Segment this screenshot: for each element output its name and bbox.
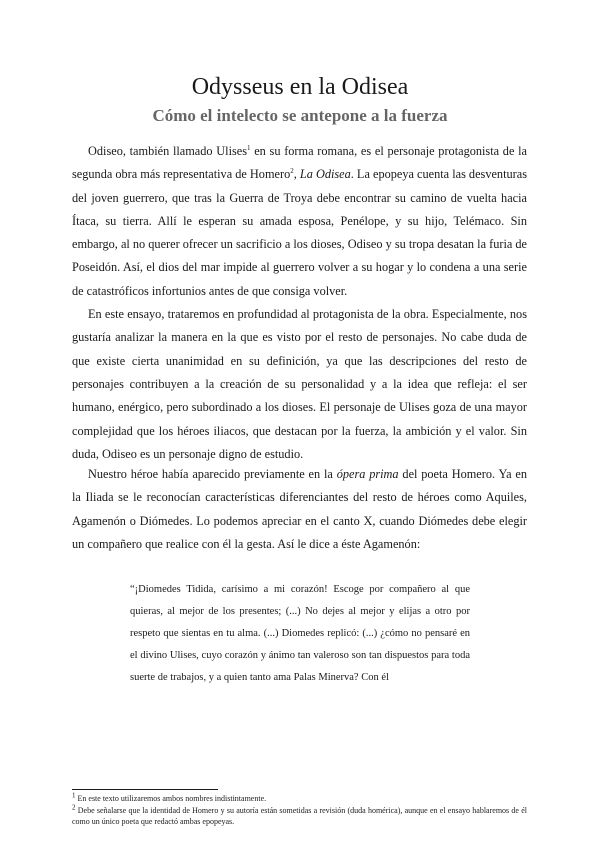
footnote-2-text: Debe señalarse que la identidad de Homero y su autoría están sometidas a revisión (duda homérica), aunque en el ensayo hablaremos de él como un único poeta que redactó ambas epopeyas. [72, 805, 527, 827]
page-title: Odysseus en la Odisea [191, 74, 409, 100]
paragraph-1-text-d: . La epopeya cuenta las desventuras del joven guerrero, que tras la Guerra de Troya debe encontrar su camino de vuelta hacia Ítaca, su tierra. Allí le esperan su amada esposa, Penélope, y su hijo, Telémaco. Sin embargo, al no querer ofrecer un sacrificio a los dioses, Odiseo y su tropa desatan la furia de Poseidón. Así, el dios del mar impide al guerrero volver a su hogar y lo condena a una serie de catastróficos infortunios antes de que consiga volver. [72, 167, 527, 298]
footnote-1 [72, 793, 527, 805]
footnotes [72, 793, 527, 828]
page-subtitle: Cómo el intelecto se antepone a la fuerza [152, 106, 448, 125]
paragraph-1-text-c: , [293, 167, 300, 182]
quote-open-mark: “ [130, 584, 135, 595]
paragraph-3-text-b: del poeta Homero. Ya en la Iliada se le reconocían características diferenciantes del resto de héroes como Aquiles, Agamenón o Diómedes. Lo podemos apreciar en el canto X, cuando Diómedes debe elegir un compañero que realice con él la gesta. Así le dice a éste Agamenón: [72, 467, 527, 551]
quote-text [130, 579, 470, 689]
footnote-ref-1[interactable]: 1 [247, 143, 251, 152]
paragraph-3 [72, 463, 527, 556]
block-quote [130, 579, 470, 689]
paragraph-3-text-a: Nuestro héroe había aparecido previamente en la [88, 467, 337, 481]
footnote-2-number: 2 [72, 802, 76, 811]
paragraph-1 [72, 140, 527, 303]
footnote-1-number: 1 [72, 791, 76, 800]
paragraph-2: En este ensayo, trataremos en profundidad al protagonista de la obra. Especialmente, nos gustaría analizar la manera en la que es visto por el resto de personajes. No cabe duda de que existe cierta unanimidad en su definición, ya que las descripciones del resto de personajes contribuyen a la creación de su personalidad y a la idea que refleja: el ser humano, enérgico, pero subordinado a los dioses. El personaje de Ulises goza de una mayor complejidad que los héroes iliacos, que destacan por la fuerza, la ambición y el valor. Sin duda, Odiseo es un personaje digno de estudio. [72, 307, 527, 461]
footnote-2 [72, 802, 527, 828]
footnote-divider [72, 789, 218, 790]
footnote-ref-2[interactable]: 2 [290, 167, 294, 176]
work-title-odisea: La Odisea [299, 167, 351, 182]
footnote-1-text: En este texto utilizaremos ambos nombres indistintamente. [75, 794, 267, 803]
work-title-opera-prima: ópera prima [336, 467, 399, 481]
paragraph-1-text-b: en su forma romana, es el personaje protagonista de la segunda obra más representativa de Homero [72, 144, 527, 182]
quote-body: ¡Diomedes Tidida, carísimo a mi corazón! Escoge por compañero al que quieras, al mejor de los presentes; (...) No dejes al mejor y elijas a otro por respeto que sientas en tu alma. (...) Diomedes replicó: (...) ¿cómo no pensaré en el divino Ulises, cuyo corazón y ánimo tan valeroso son tan dispuestos para toda suerte de trabajos, y a quien tanto ama Palas Minerva? Con él [130, 584, 470, 684]
essay-body-iliad [72, 463, 527, 556]
paragraph-1-text-a: Odiseo, también llamado Ulises [88, 144, 248, 158]
essay-body-intro [72, 140, 527, 466]
